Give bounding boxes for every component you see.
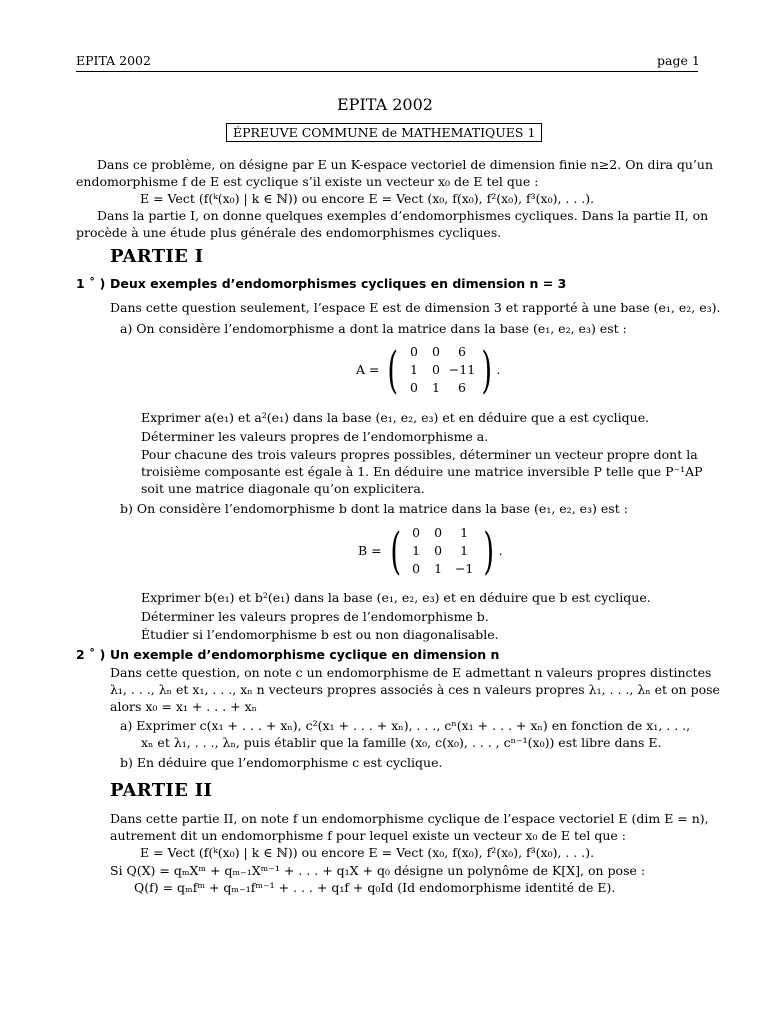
q1a-line-2: Déterminer les valeurs propres de l’endomorphisme a.: [141, 429, 489, 444]
p2-line-4: Si Q(X) = qₘXᵐ + qₘ₋₁Xᵐ⁻¹ + . . . + q₁X + q₀ désigne un polynôme de K[X], on pose :: [110, 863, 646, 878]
q2b-line: b) En déduire que l’endomorphisme c est cyclique.: [120, 755, 443, 770]
subtitle-box: [226, 124, 542, 141]
intro-line-2: endomorphisme f de E est cyclique s’il existe un vecteur x₀ de E tel que :: [76, 174, 539, 189]
q2-line-3: alors x₀ = x₁ + . . . + xₙ: [110, 699, 258, 714]
p2-line-3: E = Vect (f(ᵏ(x₀) | k ∈ ℕ)) ou encore E = Vect (x₀, f(x₀), f²(x₀), f³(x₀), . . .).: [140, 845, 595, 860]
matrix-a-cell: 0: [410, 380, 418, 395]
q2-line-1: Dans cette question, on note c un endomorphisme de E admettant n valeurs propres distinctes: [110, 665, 712, 680]
intro-line-4: Dans la partie I, on donne quelques exemples d’endomorphismes cycliques. Dans la partie II, on: [97, 208, 709, 223]
p2-line-2: autrement dit un endomorphisme f pour lequel existe un vecteur x₀ de E tel que :: [110, 828, 626, 843]
q1b-line-3: Étudier si l’endomorphisme b est ou non diagonalisable.: [141, 627, 499, 642]
q2-number: 2 ˚ ): [76, 647, 106, 662]
matrix-a-cell: 1: [410, 362, 418, 377]
matrix-b-cell: 0: [412, 525, 421, 540]
p2-line-1: Dans cette partie II, on note f un endomorphisme cyclique de l’espace vectoriel E (dim E = n),: [110, 811, 709, 826]
q1a-line-1: Exprimer a(e₁) et a²(e₁) dans la base (e₁, e₂, e₃) et en déduire que a est cyclique.: [141, 410, 650, 425]
matrix-b-cell: 1: [460, 543, 469, 558]
matrix-b-grid: [405, 524, 479, 577]
matrix-b-cell: 0: [412, 561, 421, 576]
q2a-line-1: a) Exprimer c(x₁ + . . . + xₙ), c²(x₁ + . . . + xₙ), . . ., cⁿ(x₁ + . . . + xₙ) en fonction de x₁, . . .,: [120, 718, 691, 733]
header-rule: [76, 71, 698, 72]
matrix-a: [356, 340, 501, 399]
p2-line-5: Q(f) = qₘfᵐ + qₘ₋₁fᵐ⁻¹ + . . . + q₁f + q₀Id (Id endomorphisme identité de E).: [134, 880, 616, 895]
matrix-a-cell: −11: [448, 362, 476, 377]
matrix-a-suffix: .: [496, 362, 501, 377]
matrix-b-cell: 1: [460, 525, 469, 540]
q1b-intro: b) On considère l’endomorphisme b dont la matrice dans la base (e₁, e₂, e₃) est :: [120, 501, 628, 516]
intro-line-3: E = Vect (f(ᵏ(x₀) | k ∈ ℕ)) ou encore E = Vect (x₀, f(x₀), f²(x₀), f³(x₀), . . .).: [140, 191, 595, 206]
matrix-b-cell: 1: [412, 543, 421, 558]
q2-line-2: λ₁, . . ., λₙ et x₁, . . ., xₙ n vecteurs propres associés à ces n valeurs propres λ₁, . . ., λₙ et on pose: [110, 682, 720, 697]
matrix-a-cell: 1: [432, 380, 440, 395]
partie-1-title: PARTIE I: [110, 246, 204, 267]
matrix-b-label: B =: [358, 543, 382, 558]
left-paren: (: [390, 521, 401, 580]
matrix-b-cell: −1: [454, 561, 474, 576]
right-paren: ): [481, 340, 493, 399]
q2-heading: Un exemple d’endomorphisme cyclique en dimension n: [110, 647, 500, 662]
matrix-a-cell: 6: [458, 344, 466, 359]
left-paren: (: [387, 340, 399, 399]
matrix-a-grid: [403, 343, 477, 396]
matrix-a-cell: 6: [458, 380, 466, 395]
page-title: EPITA 2002: [337, 95, 433, 114]
intro-line-1: Dans ce problème, on désigne par E un K-espace vectoriel de dimension finie n≥2. On dira qu’un: [97, 157, 713, 172]
matrix-b: [358, 521, 503, 580]
q1-intro: Dans cette question seulement, l’espace E est de dimension 3 et rapporté à une base (e₁, e₂, e₃).: [110, 300, 721, 315]
matrix-b-cell: 1: [434, 561, 443, 576]
q1-heading: Deux exemples d’endomorphismes cycliques en dimension n = 3: [110, 276, 567, 291]
matrix-a-cell: 0: [432, 362, 440, 377]
header-left: EPITA 2002: [76, 53, 151, 68]
matrix-a-cell: 0: [410, 344, 418, 359]
q1a-line-5: soit une matrice diagonale qu’on explicitera.: [141, 481, 425, 496]
q1b-line-1: Exprimer b(e₁) et b²(e₁) dans la base (e₁, e₂, e₃) et en déduire que b est cyclique.: [141, 590, 651, 605]
q1a-line-3: Pour chacune des trois valeurs propres possibles, déterminer un vecteur propre dont la: [141, 447, 698, 462]
intro-line-5: procède à une étude plus générale des endomorphismes cycliques.: [76, 225, 502, 240]
subtitle: ÉPREUVE COMMUNE de MATHEMATIQUES 1: [226, 123, 542, 142]
matrix-b-cell: 0: [434, 543, 443, 558]
q2a-line-2: xₙ et λ₁, . . ., λₙ, puis établir que la famille (x₀, c(x₀), . . . , cⁿ⁻¹(x₀)) est libre dans E.: [141, 735, 662, 750]
matrix-a-cell: 0: [432, 344, 440, 359]
matrix-b-cell: 0: [434, 525, 443, 540]
right-paren: ): [483, 521, 495, 580]
q1b-line-2: Déterminer les valeurs propres de l’endomorphisme b.: [141, 609, 489, 624]
matrix-b-suffix: .: [498, 543, 503, 558]
matrix-a-label: A =: [356, 362, 380, 377]
header-right-page: page 1: [657, 53, 700, 68]
partie-2-title: PARTIE II: [110, 780, 213, 801]
q1a-line-4: troisième composante est égale à 1. En déduire une matrice inversible P telle que P⁻¹AP: [141, 464, 703, 479]
q1-number: 1 ˚ ): [76, 276, 106, 291]
q1a-intro: a) On considère l’endomorphisme a dont la matrice dans la base (e₁, e₂, e₃) est :: [120, 321, 627, 336]
